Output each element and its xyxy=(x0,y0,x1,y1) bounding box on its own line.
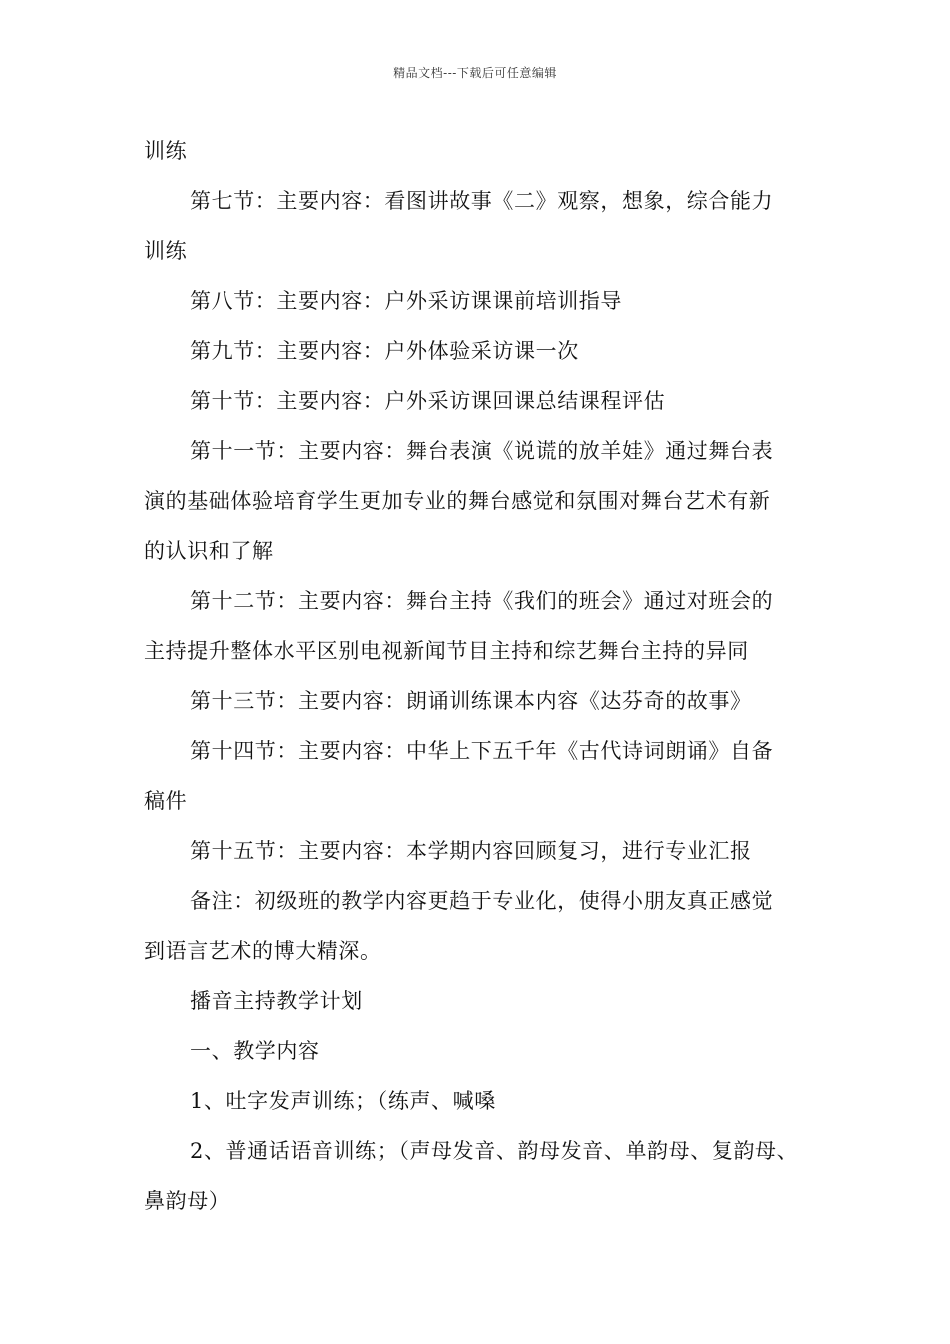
text-line: 稿件 xyxy=(144,789,188,813)
page-header: 精品文档---下载后可任意编辑 xyxy=(393,66,557,80)
text-line: 播音主持教学计划 xyxy=(190,989,363,1013)
text-line: 备注：初级班的教学内容更趋于专业化，使得小朋友真正感觉 xyxy=(190,889,774,913)
text-line: 的认识和了解 xyxy=(144,539,274,563)
text-line: 到语言艺术的博大精深。 xyxy=(144,939,382,963)
text-line: 训练 xyxy=(144,139,188,163)
text-line: 训练 xyxy=(144,239,188,263)
text-line: 第八节：主要内容：户外采访课课前培训指导 xyxy=(190,289,622,313)
text-line: 第十三节：主要内容：朗诵训练课本内容《达芬奇的故事》 xyxy=(190,689,752,713)
text-line: 主持提升整体水平区别电视新闻节目主持和综艺舞台主持的异同 xyxy=(144,639,749,663)
text-line: 2、普通话语音训练；（声母发音、韵母发音、单韵母、复韵母、 xyxy=(190,1139,799,1163)
text-line: 第十五节：主要内容：本学期内容回顾复习，进行专业汇报 xyxy=(190,839,752,863)
text-line: 第十二节：主要内容：舞台主持《我们的班会》通过对班会的 xyxy=(190,589,774,613)
text-line: 一、教学内容 xyxy=(190,1039,320,1063)
text-line: 第七节：主要内容：看图讲故事《二》观察，想象，综合能力 xyxy=(190,189,774,213)
text-line: 第十一节：主要内容：舞台表演《说谎的放羊娃》通过舞台表 xyxy=(190,439,774,463)
document-body xyxy=(144,126,814,1226)
text-line: 鼻韵母） xyxy=(144,1189,231,1213)
text-line: 第九节：主要内容：户外体验采访课一次 xyxy=(190,339,579,363)
text-line: 第十四节：主要内容：中华上下五千年《古代诗词朗诵》自备 xyxy=(190,739,774,763)
text-line: 1、吐字发声训练；（练声、喊嗓 xyxy=(190,1089,496,1113)
text-line: 演的基础体验培育学生更加专业的舞台感觉和氛围对舞台艺术有新 xyxy=(144,489,771,513)
text-line: 第十节：主要内容：户外采访课回课总结课程评估 xyxy=(190,389,666,413)
